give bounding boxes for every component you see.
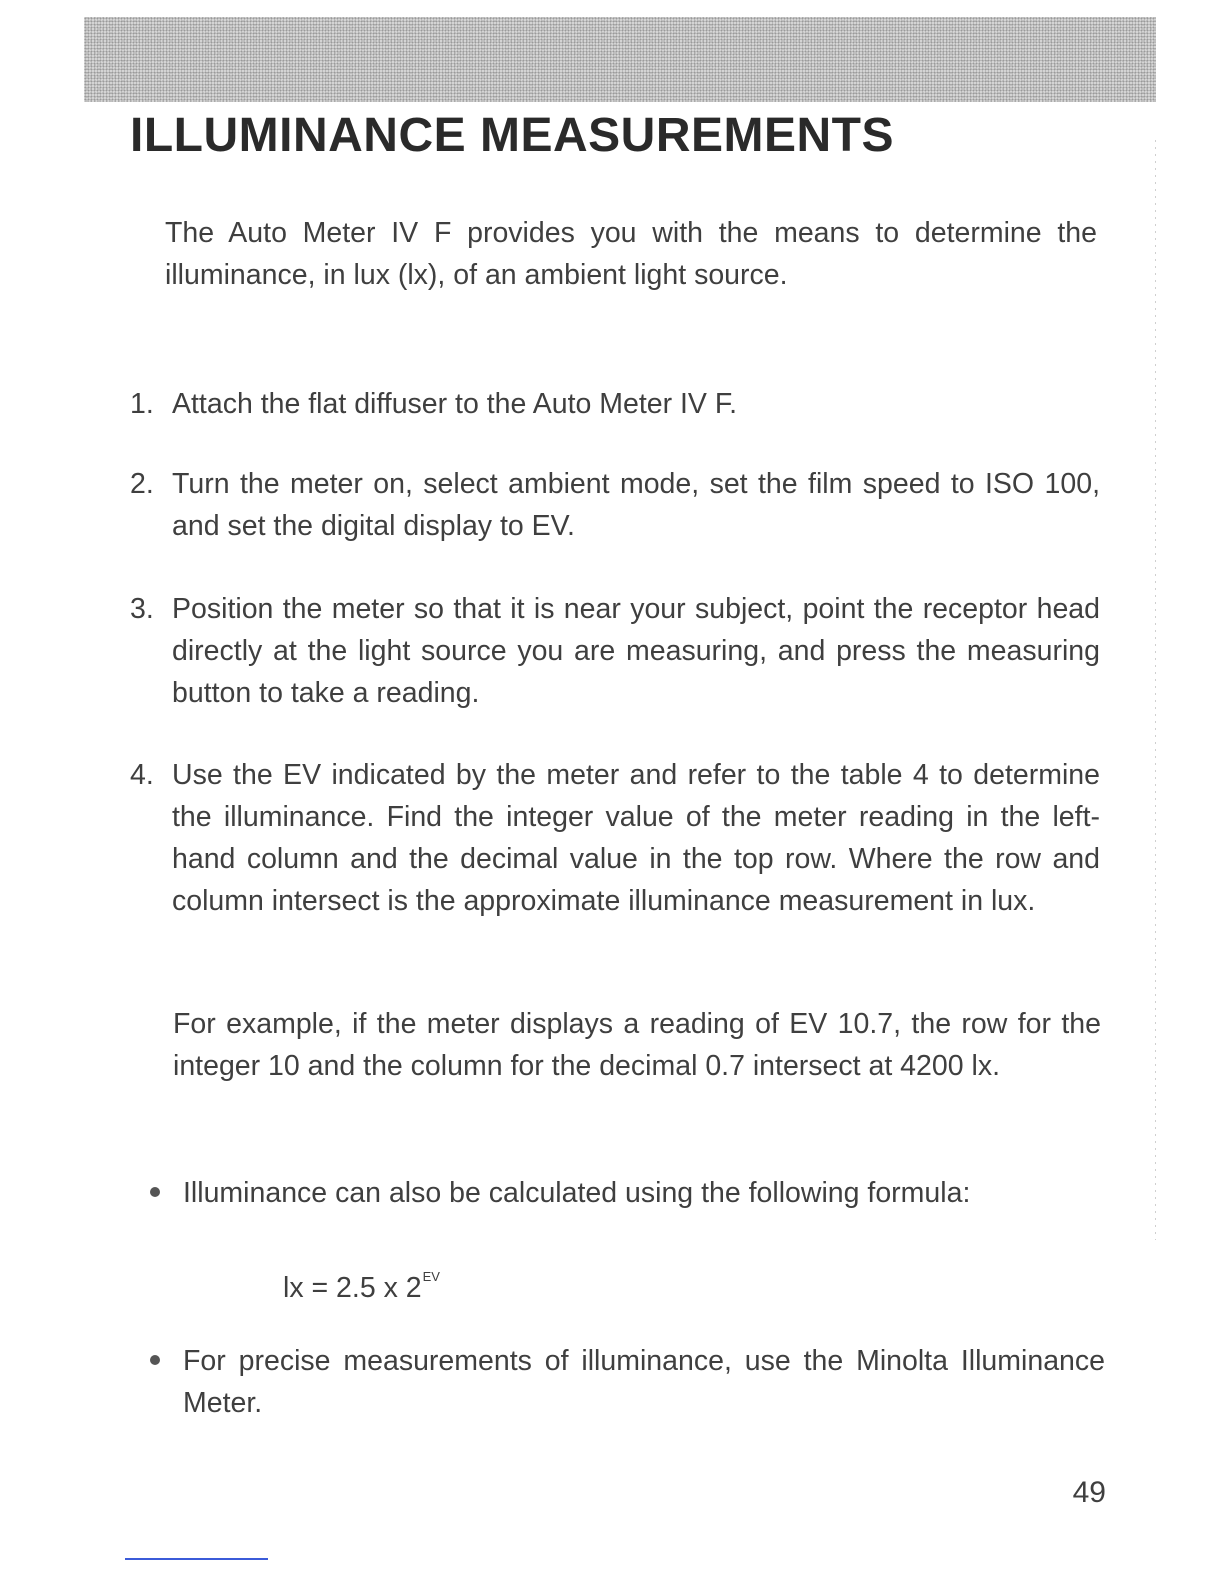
step-1 — [130, 383, 1100, 425]
illuminance-formula — [283, 1256, 440, 1309]
step-4 — [130, 754, 1100, 922]
intro-paragraph: The Auto Meter IV F provides you with the means to determine the illuminance, in lux (lx), of an ambient light source. — [165, 217, 1097, 291]
step-text: Position the meter so that it is near your subject, point the receptor head directly at the light source you are measuring, and press the measuring button to take a reading. — [172, 593, 1100, 709]
bullet-dot-icon — [150, 1355, 160, 1365]
bullet-precise-measurement — [150, 1340, 1105, 1424]
step-3 — [130, 588, 1100, 714]
page-edge-line — [1155, 140, 1156, 1240]
page-title: ILLUMINANCE MEASUREMENTS — [130, 109, 894, 162]
bullet-formula-note — [150, 1172, 1105, 1214]
page-number: 49 — [1072, 1476, 1106, 1509]
bullet-dot-icon — [150, 1187, 160, 1197]
step-number: 1. — [130, 388, 154, 420]
formula-base: lx = 2.5 x 2 — [283, 1272, 422, 1304]
example-paragraph: For example, if the meter displays a reading of EV 10.7, the row for the integer 10 and the column for the decimal 0.7 intersect at 4200 lx. — [173, 1008, 1101, 1082]
bullet-text: For precise measurements of illuminance, use the Minolta Illuminance Meter. — [183, 1345, 1105, 1419]
step-number: 2. — [130, 468, 154, 500]
bottom-rule — [125, 1558, 268, 1560]
step-text: Attach the flat diffuser to the Auto Meter IV F. — [172, 388, 738, 420]
step-number: 4. — [130, 759, 154, 791]
step-text: Use the EV indicated by the meter and refer to the table 4 to determine the illuminance. Find the integer value of the meter reading in the left-hand column and the decimal value in the top row. Where the row and column intersect is the approximate illuminance measurement in lux. — [172, 759, 1100, 917]
step-text: Turn the meter on, select ambient mode, set the film speed to ISO 100, and set the digital display to EV. — [172, 468, 1100, 542]
header-band — [84, 17, 1156, 102]
bullet-text: Illuminance can also be calculated using the following formula: — [183, 1177, 971, 1209]
formula-exponent: EV — [422, 1269, 440, 1284]
step-2 — [130, 463, 1100, 547]
step-number: 3. — [130, 593, 154, 625]
